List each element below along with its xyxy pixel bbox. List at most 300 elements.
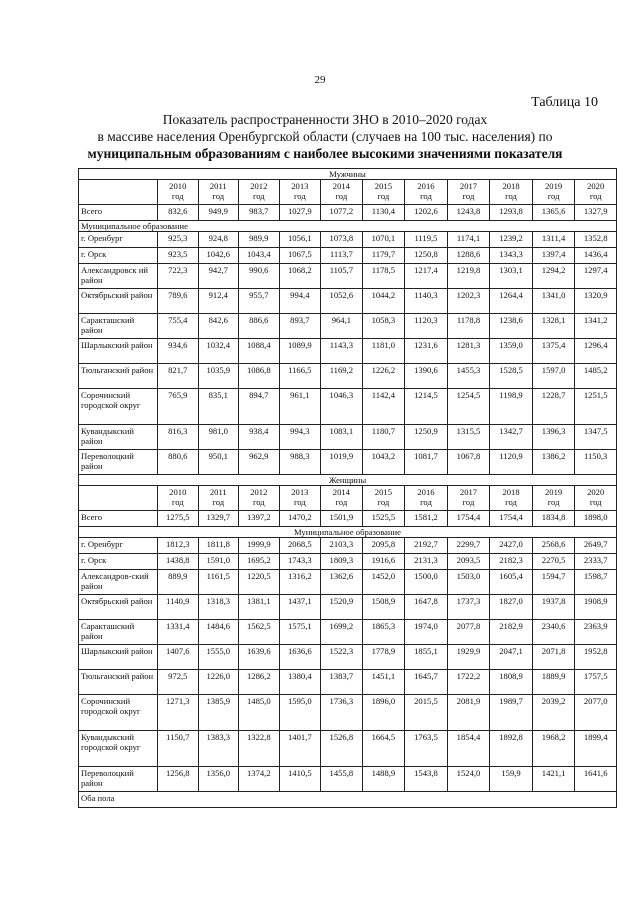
- value-cell: 1889,9: [532, 670, 575, 695]
- section-header: Женщины: [79, 475, 617, 486]
- municipality-name: Саракташский район: [79, 314, 158, 339]
- value-cell: 1757,5: [575, 670, 617, 695]
- year-unit: год: [547, 497, 560, 507]
- value-cell: 1488,9: [362, 767, 405, 792]
- value-cell: 1120,3: [405, 314, 448, 339]
- value-cell: 2568,6: [532, 538, 575, 554]
- value-cell: 886,6: [239, 314, 280, 339]
- value-cell: 789,6: [158, 289, 199, 314]
- value-cell: 1239,2: [490, 232, 533, 248]
- total-row: [79, 511, 617, 527]
- value-cell: 1778,9: [362, 645, 405, 670]
- year-unit: год: [589, 191, 602, 201]
- municipality-name: Шарлыкский район: [79, 645, 158, 670]
- table-row: [79, 389, 617, 425]
- year-header-cell: [198, 486, 239, 511]
- value-cell: 821,7: [158, 364, 199, 389]
- value-cell: 2103,3: [321, 538, 363, 554]
- table-row: [79, 670, 617, 695]
- value-cell: 1421,1: [532, 767, 575, 792]
- value-cell: 981,0: [198, 425, 239, 450]
- value-cell: 1695,2: [239, 554, 280, 570]
- value-cell: 1811,8: [198, 538, 239, 554]
- municipality-name: Тюльганский район: [79, 364, 158, 389]
- value-cell: 1383,7: [321, 670, 363, 695]
- table-row: [79, 538, 617, 554]
- value-cell: 1639,6: [239, 645, 280, 670]
- year-header-cell: [532, 486, 575, 511]
- year-unit: год: [171, 191, 184, 201]
- value-cell: 722,3: [158, 264, 199, 289]
- value-cell: 990,6: [239, 264, 280, 289]
- value-cell: 1375,4: [532, 339, 575, 364]
- value-cell: 1043,2: [362, 450, 405, 475]
- year-unit: год: [171, 497, 184, 507]
- section-header-row: [79, 475, 617, 486]
- value-cell: 1647,8: [405, 595, 448, 620]
- value-cell: 1081,7: [405, 450, 448, 475]
- total-label: Всего: [79, 205, 158, 221]
- municipality-name: г. Оренбург: [79, 538, 158, 554]
- value-cell: 989,9: [239, 232, 280, 248]
- value-cell: 1178,5: [362, 264, 405, 289]
- value-cell: 1562,5: [239, 620, 280, 645]
- total-label: Всего: [79, 511, 158, 527]
- value-cell: 1952,8: [575, 645, 617, 670]
- year-header-cell: [532, 180, 575, 205]
- value-cell: 2093,5: [447, 554, 490, 570]
- value-cell: 1834,8: [532, 511, 575, 527]
- zno-prevalence-table: [78, 168, 617, 808]
- value-cell: 1044,2: [362, 289, 405, 314]
- year-header-cell: [321, 180, 363, 205]
- value-cell: 1522,3: [321, 645, 363, 670]
- value-cell: 1352,8: [575, 232, 617, 248]
- value-cell: 2333,7: [575, 554, 617, 570]
- value-cell: 1929,9: [447, 645, 490, 670]
- value-cell: 2015,5: [405, 695, 448, 731]
- value-cell: 835,1: [198, 389, 239, 425]
- value-cell: 1042,6: [198, 248, 239, 264]
- value-cell: 1086,8: [239, 364, 280, 389]
- year-header-cell: [321, 486, 363, 511]
- subheader: Муниципальное образование: [79, 527, 617, 538]
- value-cell: 1226,2: [362, 364, 405, 389]
- value-cell: 2047,1: [490, 645, 533, 670]
- value-cell: 1316,2: [279, 570, 321, 595]
- value-cell: 1343,3: [490, 248, 533, 264]
- year-unit: год: [377, 497, 390, 507]
- value-cell: 1999,9: [239, 538, 280, 554]
- value-cell: 1452,0: [362, 570, 405, 595]
- value-cell: 1238,6: [490, 314, 533, 339]
- value-cell: 1293,8: [490, 205, 533, 221]
- year-unit: год: [335, 191, 348, 201]
- value-cell: 1140,9: [158, 595, 199, 620]
- value-cell: 1089,9: [279, 339, 321, 364]
- value-cell: 955,7: [239, 289, 280, 314]
- table-row: [79, 731, 617, 767]
- value-cell: 1214,5: [405, 389, 448, 425]
- year-header-cell: [362, 486, 405, 511]
- value-cell: 2077,0: [575, 695, 617, 731]
- value-cell: 2077,8: [447, 620, 490, 645]
- municipality-name: Тюльганский район: [79, 670, 158, 695]
- section-header-row: [79, 169, 617, 180]
- year-header-cell: [405, 180, 448, 205]
- value-cell: 1896,0: [362, 695, 405, 731]
- year-label: 2020: [587, 181, 605, 191]
- value-cell: 1322,8: [239, 731, 280, 767]
- value-cell: 1581,2: [405, 511, 448, 527]
- value-cell: 1809,3: [321, 554, 363, 570]
- municipality-name: Октябрьский район: [79, 595, 158, 620]
- total-row: [79, 205, 617, 221]
- value-cell: 1113,7: [321, 248, 363, 264]
- value-cell: 1808,9: [490, 670, 533, 695]
- value-cell: 1342,7: [490, 425, 533, 450]
- value-cell: 1226,0: [198, 670, 239, 695]
- value-cell: 934,6: [158, 339, 199, 364]
- value-cell: 2182,3: [490, 554, 533, 570]
- year-header-cell: [279, 180, 321, 205]
- value-cell: 889,9: [158, 570, 199, 595]
- year-label: 2010: [169, 181, 187, 191]
- table-row: [79, 364, 617, 389]
- table-title: [60, 111, 590, 162]
- value-cell: 1383,3: [198, 731, 239, 767]
- year-header-cell: [239, 486, 280, 511]
- value-cell: 1251,5: [575, 389, 617, 425]
- value-cell: 2081,9: [447, 695, 490, 731]
- value-cell: 1143,3: [321, 339, 363, 364]
- value-cell: 755,4: [158, 314, 199, 339]
- value-cell: 2131,3: [405, 554, 448, 570]
- year-unit: год: [293, 497, 306, 507]
- value-cell: 1470,2: [279, 511, 321, 527]
- value-cell: 1130,4: [362, 205, 405, 221]
- value-cell: 1436,4: [575, 248, 617, 264]
- year-label: 2015: [374, 487, 392, 497]
- year-header-cell: [447, 486, 490, 511]
- value-cell: 1068,2: [279, 264, 321, 289]
- value-cell: 1641,6: [575, 767, 617, 792]
- value-cell: 1067,5: [279, 248, 321, 264]
- value-cell: 1294,2: [532, 264, 575, 289]
- value-cell: 1645,7: [405, 670, 448, 695]
- value-cell: 1341,0: [532, 289, 575, 314]
- year-unit: год: [293, 191, 306, 201]
- value-cell: 938,4: [239, 425, 280, 450]
- year-unit: год: [505, 191, 517, 201]
- value-cell: 2068,5: [279, 538, 321, 554]
- value-cell: 894,7: [239, 389, 280, 425]
- value-cell: 964,1: [321, 314, 363, 339]
- value-cell: 1827,0: [490, 595, 533, 620]
- year-unit: год: [252, 497, 265, 507]
- year-label: 2018: [502, 181, 520, 191]
- value-cell: 1315,5: [447, 425, 490, 450]
- value-cell: 1329,7: [198, 511, 239, 527]
- value-cell: 1166,5: [279, 364, 321, 389]
- value-cell: 1356,0: [198, 767, 239, 792]
- year-header-cell: [405, 486, 448, 511]
- table-row: [79, 232, 617, 248]
- value-cell: 159,9: [490, 767, 533, 792]
- year-unit: год: [505, 497, 517, 507]
- table-row: [79, 289, 617, 314]
- value-cell: 1202,6: [405, 205, 448, 221]
- year-unit: год: [547, 191, 560, 201]
- value-cell: 1520,9: [321, 595, 363, 620]
- value-cell: 912,4: [198, 289, 239, 314]
- value-cell: 1254,5: [447, 389, 490, 425]
- value-cell: 1150,7: [158, 731, 199, 767]
- value-cell: 1664,5: [362, 731, 405, 767]
- year-unit: год: [589, 497, 602, 507]
- table-row: [79, 645, 617, 670]
- value-cell: 1737,3: [447, 595, 490, 620]
- value-cell: 1503,0: [447, 570, 490, 595]
- value-cell: 1374,2: [239, 767, 280, 792]
- value-cell: 842,6: [198, 314, 239, 339]
- value-cell: 1286,2: [239, 670, 280, 695]
- corner-cell: [79, 180, 158, 205]
- value-cell: 1605,4: [490, 570, 533, 595]
- value-cell: 1231,6: [405, 339, 448, 364]
- year-header-cell: [447, 180, 490, 205]
- value-cell: 893,7: [279, 314, 321, 339]
- municipality-name: г. Орск: [79, 248, 158, 264]
- table-row: [79, 620, 617, 645]
- value-cell: 925,3: [158, 232, 199, 248]
- value-cell: 1485,0: [239, 695, 280, 731]
- value-cell: 1594,7: [532, 570, 575, 595]
- value-cell: 1484,6: [198, 620, 239, 645]
- year-label: 2013: [291, 487, 309, 497]
- municipality-name: Кувандыкский район: [79, 425, 158, 450]
- value-cell: 1318,3: [198, 595, 239, 620]
- footer-row: [79, 792, 617, 808]
- table-row: [79, 570, 617, 595]
- year-unit: год: [462, 191, 475, 201]
- value-cell: 1052,6: [321, 289, 363, 314]
- value-cell: 1142,4: [362, 389, 405, 425]
- municipality-name: Шарлыкский район: [79, 339, 158, 364]
- title-line-2: в массиве населения Оренбургской области (случаев на 100 тыс. населения) по: [97, 129, 553, 144]
- subheader-row: [79, 221, 617, 232]
- value-cell: 1288,6: [447, 248, 490, 264]
- value-cell: 1067,8: [447, 450, 490, 475]
- table-label: Таблица 10: [531, 95, 598, 110]
- page-number: 29: [314, 74, 326, 86]
- value-cell: 942,7: [198, 264, 239, 289]
- year-header-cell: [158, 180, 199, 205]
- year-label: 2016: [417, 181, 435, 191]
- value-cell: 2182,9: [490, 620, 533, 645]
- value-cell: 1243,8: [447, 205, 490, 221]
- year-label: 2012: [250, 181, 268, 191]
- value-cell: 1855,1: [405, 645, 448, 670]
- value-cell: 1327,9: [575, 205, 617, 221]
- year-label: 2019: [544, 181, 563, 191]
- year-unit: год: [212, 497, 225, 507]
- value-cell: 962,9: [239, 450, 280, 475]
- value-cell: 1043,4: [239, 248, 280, 264]
- value-cell: 1077,2: [321, 205, 363, 221]
- value-cell: 2649,7: [575, 538, 617, 554]
- value-cell: 1180,7: [362, 425, 405, 450]
- value-cell: 1968,2: [532, 731, 575, 767]
- year-label: 2010: [169, 487, 187, 497]
- value-cell: 1341,2: [575, 314, 617, 339]
- value-cell: 1908,9: [575, 595, 617, 620]
- value-cell: 1275,5: [158, 511, 199, 527]
- value-cell: 2427,0: [490, 538, 533, 554]
- municipality-name: Александровск ий район: [79, 264, 158, 289]
- year-unit: год: [462, 497, 475, 507]
- both-sexes-label: Оба пола: [79, 792, 617, 808]
- value-cell: 1555,0: [198, 645, 239, 670]
- value-cell: 1311,4: [532, 232, 575, 248]
- value-cell: 961,1: [279, 389, 321, 425]
- value-cell: 1073,8: [321, 232, 363, 248]
- value-cell: 988,3: [279, 450, 321, 475]
- value-cell: 1397,4: [532, 248, 575, 264]
- value-cell: 1390,6: [405, 364, 448, 389]
- value-cell: 1035,9: [198, 364, 239, 389]
- value-cell: 1525,5: [362, 511, 405, 527]
- corner-cell: [79, 486, 158, 511]
- value-cell: 1485,2: [575, 364, 617, 389]
- year-label: 2014: [332, 181, 350, 191]
- value-cell: 1058,3: [362, 314, 405, 339]
- table-row: [79, 248, 617, 264]
- year-header-cell: [575, 486, 617, 511]
- value-cell: 1331,4: [158, 620, 199, 645]
- municipality-name: Переволоцкий район: [79, 767, 158, 792]
- value-cell: 1974,0: [405, 620, 448, 645]
- year-label: 2015: [374, 181, 392, 191]
- value-cell: 950,1: [198, 450, 239, 475]
- value-cell: 1296,4: [575, 339, 617, 364]
- municipality-name: Кувандыкский городской округ: [79, 731, 158, 767]
- year-header-cell: [362, 180, 405, 205]
- value-cell: 1161,5: [198, 570, 239, 595]
- value-cell: 1362,6: [321, 570, 363, 595]
- year-label: 2016: [417, 487, 435, 497]
- value-cell: 1119,5: [405, 232, 448, 248]
- table-row: [79, 264, 617, 289]
- year-label: 2017: [459, 181, 478, 191]
- table-row: [79, 595, 617, 620]
- year-label: 2011: [209, 487, 227, 497]
- title-line-3: муниципальным образованиям с наиболее высокими значениями показателя: [87, 146, 563, 161]
- value-cell: 1598,7: [575, 570, 617, 595]
- table-row: [79, 695, 617, 731]
- value-cell: 1281,3: [447, 339, 490, 364]
- municipality-name: Сорочинский городской округ: [79, 695, 158, 731]
- value-cell: 1297,4: [575, 264, 617, 289]
- value-cell: 923,5: [158, 248, 199, 264]
- value-cell: 1865,3: [362, 620, 405, 645]
- municipality-name: Переволоцкий район: [79, 450, 158, 475]
- value-cell: 1526,8: [321, 731, 363, 767]
- value-cell: 1455,3: [447, 364, 490, 389]
- value-cell: 1736,3: [321, 695, 363, 731]
- value-cell: 1754,4: [447, 511, 490, 527]
- value-cell: 1271,3: [158, 695, 199, 731]
- value-cell: 1743,3: [279, 554, 321, 570]
- year-unit: год: [377, 191, 390, 201]
- value-cell: 1898,0: [575, 511, 617, 527]
- value-cell: 1508,9: [362, 595, 405, 620]
- value-cell: 2095,8: [362, 538, 405, 554]
- year-header-cell: [490, 180, 533, 205]
- year-unit: год: [420, 191, 432, 201]
- value-cell: 1386,2: [532, 450, 575, 475]
- value-cell: 1181,0: [362, 339, 405, 364]
- value-cell: 1528,5: [490, 364, 533, 389]
- value-cell: 983,7: [239, 205, 280, 221]
- value-cell: 2299,7: [447, 538, 490, 554]
- value-cell: 1046,3: [321, 389, 363, 425]
- table-row: [79, 425, 617, 450]
- municipality-name: Сорочинский городской округ: [79, 389, 158, 425]
- value-cell: 1250,9: [405, 425, 448, 450]
- value-cell: 1397,2: [239, 511, 280, 527]
- value-cell: 994,3: [279, 425, 321, 450]
- value-cell: 1501,9: [321, 511, 363, 527]
- value-cell: 1937,8: [532, 595, 575, 620]
- value-cell: 1056,1: [279, 232, 321, 248]
- value-cell: 2363,9: [575, 620, 617, 645]
- municipality-name: Александров-ский район: [79, 570, 158, 595]
- value-cell: 1575,1: [279, 620, 321, 645]
- value-cell: 1150,3: [575, 450, 617, 475]
- value-cell: 1385,9: [198, 695, 239, 731]
- value-cell: 1178,8: [447, 314, 490, 339]
- year-header-row: [79, 180, 617, 205]
- value-cell: 1359,0: [490, 339, 533, 364]
- value-cell: 1754,4: [490, 511, 533, 527]
- value-cell: 1500,0: [405, 570, 448, 595]
- table-row: [79, 554, 617, 570]
- value-cell: 1169,2: [321, 364, 363, 389]
- value-cell: 1105,7: [321, 264, 363, 289]
- value-cell: 1120,9: [490, 450, 533, 475]
- value-cell: 1347,5: [575, 425, 617, 450]
- value-cell: 1916,6: [362, 554, 405, 570]
- value-cell: 1410,5: [279, 767, 321, 792]
- title-line-1: Показатель распространенности ЗНО в 2010–2020 годах: [162, 112, 488, 127]
- value-cell: 1722,2: [447, 670, 490, 695]
- value-cell: 1763,5: [405, 731, 448, 767]
- value-cell: 1636,6: [279, 645, 321, 670]
- value-cell: 1591,0: [198, 554, 239, 570]
- value-cell: 765,9: [158, 389, 199, 425]
- year-header-cell: [198, 180, 239, 205]
- value-cell: 1595,0: [279, 695, 321, 731]
- section-header: Мужчины: [79, 169, 617, 180]
- value-cell: 1198,9: [490, 389, 533, 425]
- year-label: 2012: [250, 487, 268, 497]
- value-cell: 1220,5: [239, 570, 280, 595]
- value-cell: 1217,4: [405, 264, 448, 289]
- value-cell: 1174,1: [447, 232, 490, 248]
- value-cell: 1455,8: [321, 767, 363, 792]
- value-cell: 972,5: [158, 670, 199, 695]
